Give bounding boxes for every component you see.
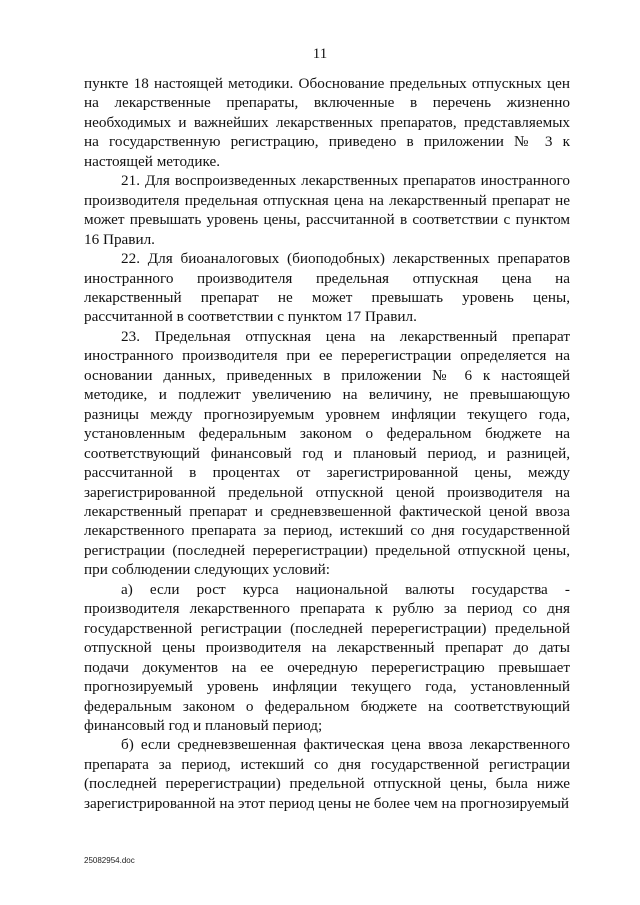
paragraph-item-23: 23. Предельная отпускная цена на лекарственный препарат иностранного производителя при ее перерегистрации определяется на основании данных, приведенных в приложении № 6 к настоящей методике, и подлежит увеличению на величину, не превышающую разницы между прогнозируемым уровнем инфляции текущего года, установленным федеральным законом о федеральном бюджете на соответствующий финансовый год и плановый период, и разницей, рассчитанной в процентах от зарегистрированной цены, между зарегистрированной предельной отпускной ценой производителя на лекарственный препарат и средневзвешенной фактической ценой ввоза лекарственного препарата за период, истекший со дня государственной регистрации (последней перерегистрации) предельной отпускной цены, при соблюдении следующих условий: [84,327,570,579]
footer-filename: 25082954.doc [84,856,135,865]
document-body [84,74,570,813]
paragraph-item-21: 21. Для воспроизведенных лекарственных препаратов иностранного производителя предельная отпускная цена на лекарственный препарат не может превышать уровень цены, рассчитанной в соответствии с пунктом 16 Правил. [84,172,570,248]
page-number: 11 [312,46,328,62]
paragraph-continuation: пункте 18 настоящей методики. Обоснование предельных отпускных цен на лекарственные препараты, включенные в перечень жизненно необходимых и важнейших лекарственных препаратов, представляемых на государственную регистрацию, приведено в приложении № 3 к настоящей методике. [84,75,570,170]
paragraph-subitem-a: а) если рост курса национальной валюты государства - производителя лекарственного препарата к рублю за период со дня государственной регистрации (последней перерегистрации) предельной отпускной цены производителя на лекарственный препарат до даты подачи документов на ее очередную перерегистрацию превышает прогнозируемый уровень инфляции текущего года, установленный федеральным законом о федеральном бюджете на соответствующий финансовый год и плановый период; [84,580,570,734]
paragraph-item-22: 22. Для биоаналоговых (биоподобных) лекарственных препаратов иностранного производителя предельная отпускная цена на лекарственный препарат не может превышать уровень цены, рассчитанной в соответствии с пунктом 17 Правил. [84,250,570,326]
paragraph-subitem-b: б) если средневзвешенная фактическая цена ввоза лекарственного препарата за период, истекший со дня государственной регистрации (последней перерегистрации) предельной отпускной цены, была ниже зарегистрированной на этот период цены не более чем на прогнозируемый [84,736,570,812]
